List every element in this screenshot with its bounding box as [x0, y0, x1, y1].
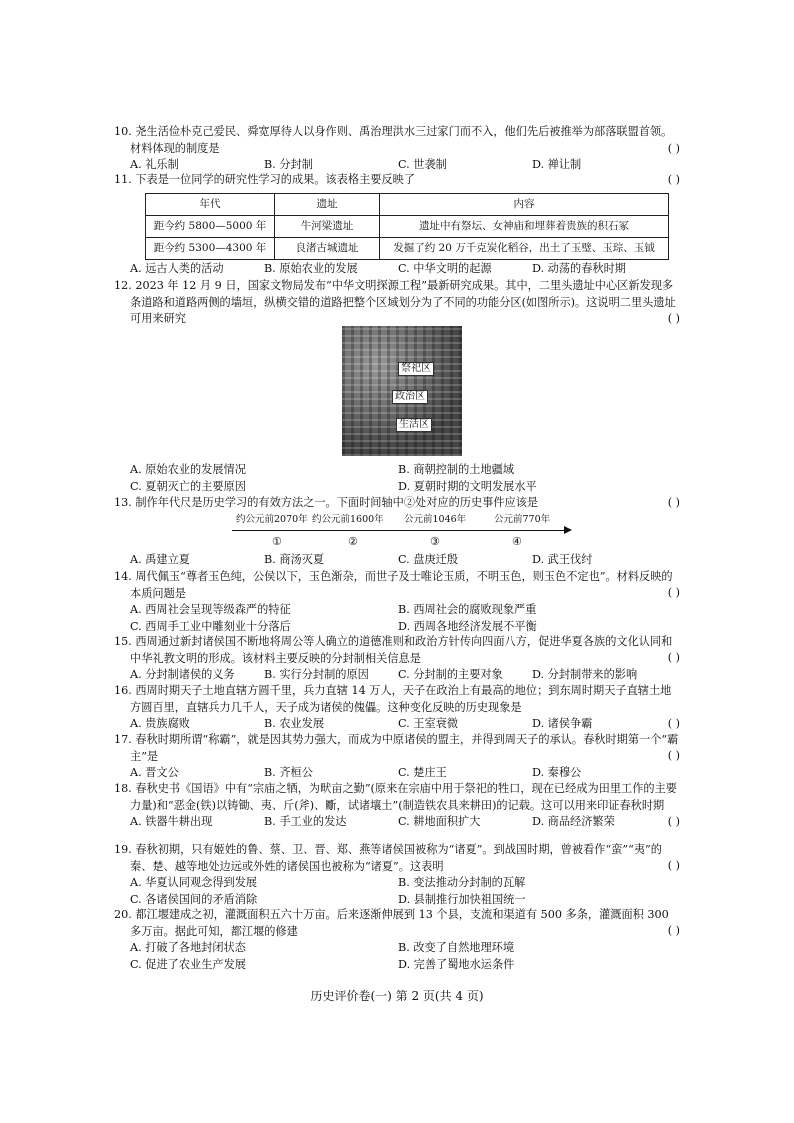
- question-12: [114, 278, 680, 328]
- options: [114, 875, 680, 908]
- timeline-date: 公元前770年: [494, 514, 551, 525]
- option-b: B. 原始农业的发展: [264, 262, 358, 275]
- timeline-date: 约公元前2070年: [236, 514, 308, 525]
- answer-paren: ( ): [667, 749, 680, 762]
- option-a: A. 铁器牛耕出现: [130, 815, 213, 828]
- options: [114, 667, 680, 684]
- question-10: [114, 124, 680, 174]
- answer-paren: ( ): [667, 142, 680, 155]
- question-16: [114, 683, 680, 733]
- timeline-axis: [232, 530, 566, 531]
- question-stem: 16. 西周时期天子土地直辖方圆千里，兵力直辖 14 万人，天子在政治上有最高的地位；到东周时期天子直辖土地方圆百里，直辖兵力几千人，天子成为诸侯的傀儡。这种变化反映的历史现象是: [114, 684, 672, 714]
- options: [114, 940, 680, 973]
- answer-paren: ( ): [667, 651, 680, 664]
- option-c: C. 中华文明的起源: [398, 262, 492, 275]
- option-d: D. 完善了蜀地水运条件: [398, 957, 515, 971]
- answer-paren: ( ): [667, 586, 680, 599]
- answer-paren: ( ): [667, 815, 680, 828]
- table-cell: 良渚古城遗址: [275, 238, 380, 260]
- option-a: A. 禹建立夏: [130, 553, 190, 566]
- question-11: [114, 172, 680, 189]
- question-stem: 12. 2023 年 12 月 9 日，国家文物局发布“中华文明探源工程”最新研究成果。其中，二里头遗址中心区新发现多条道路和道路两侧的墙垣，纵横交错的道路把整个区域划分为了不同的功能分区(如图所示)。这说明二里头遗址可用来研究: [114, 279, 676, 325]
- option-d: D. 夏朝时期的文明发展水平: [398, 479, 537, 493]
- question-stem: 11. 下表是一位同学的研究性学习的成果。该表格主要反映了: [114, 173, 416, 186]
- answer-paren: ( ): [667, 924, 680, 937]
- timeline-mark: ④: [512, 535, 523, 548]
- question-20: [114, 907, 680, 973]
- option-d: D. 武王伐纣: [532, 553, 593, 566]
- question-stem: 18. 春秋史书《国语》中有“宗庙之牺，为畎亩之勤”(原来在宗庙中用于祭祀的牲口，现在已经成为田里工作的主要力量)和“恶金(铁)以铸锄、夷、斤(斧)、斸，试诸壤土”(制造铁农具来耕田)的记载。这可以用来印证春秋时期: [114, 782, 677, 812]
- option-a: A. 分封制诸侯的义务: [130, 668, 235, 681]
- table-row: [146, 216, 669, 238]
- option-c: C. 西周手工业中雕刻业十分落后: [130, 619, 291, 633]
- table-cell: 遗址中有祭坛、女神庙和埋葬着贵族的积石冢: [380, 216, 669, 238]
- option-a: A. 晋文公: [130, 766, 179, 779]
- option-b: B. 齐桓公: [264, 766, 313, 779]
- option-a: A. 远古人类的活动: [130, 262, 224, 275]
- question-11-options: [114, 261, 680, 278]
- option-d: D. 西周各地经济发展不平衡: [398, 619, 537, 633]
- erlitou-site-photo: [342, 326, 462, 456]
- option-a: A. 打破了各地封闭状态: [130, 941, 246, 954]
- timeline-mark: ③: [430, 535, 441, 548]
- question-stem: 10. 尧生活俭朴克己爱民、舜宽厚待人以身作则、禹治理洪水三过家门而不入，他们先后被推举为部落联盟首领。材料体现的制度是: [114, 125, 673, 155]
- question-stem: 13. 制作年代尺是历史学习的有效方法之一。下面时间轴中②处对应的历史事件应该是: [114, 496, 539, 509]
- option-b: B. 商朝控制的土地疆域: [398, 463, 515, 476]
- option-c: C. 夏朝灭亡的主要原因: [130, 479, 246, 493]
- options: [114, 765, 680, 782]
- answer-paren: ( ): [667, 496, 680, 509]
- options: [114, 814, 680, 831]
- option-c: C. 各诸侯国间的矛盾消除: [130, 892, 258, 906]
- question-13-options: [114, 552, 680, 569]
- timeline-mark: ①: [272, 535, 283, 548]
- option-d: D. 商品经济繁荣: [532, 815, 615, 828]
- option-c: C. 世袭制: [398, 158, 447, 171]
- question-17: [114, 732, 680, 782]
- question-18: [114, 781, 680, 831]
- answer-paren: ( ): [667, 173, 680, 186]
- research-table: [145, 193, 669, 260]
- timeline-date: 约公元前1600年: [312, 514, 384, 525]
- question-19: [114, 842, 680, 908]
- option-d: D. 诸侯争霸: [532, 717, 593, 730]
- option-b: B. 改变了自然地理环境: [398, 941, 515, 954]
- question-14: [114, 569, 680, 635]
- map-label: 政治区: [392, 390, 428, 404]
- timeline-date: 公元前1046年: [404, 514, 467, 525]
- answer-paren: ( ): [667, 312, 680, 325]
- question-stem: 19. 春秋初期，只有姬姓的鲁、蔡、卫、晋、郑、燕等诸侯国被称为“诸夏”。到战国时期，曾被看作“蛮”“夷”的秦、楚、越等地处边远或外姓的诸侯国也被称为“诸夏”。这表明: [114, 843, 662, 873]
- option-c: C. 王室衰微: [398, 717, 459, 730]
- map-label: 祭祀区: [398, 362, 434, 376]
- table-cell: 距今约 5800—5000 年: [146, 216, 275, 238]
- question-stem: 15. 西周通过新封诸侯国不断地将周公等人确立的道德准则和政治方针传向四面八方，促进华夏各族的文化认同和中华礼教文明的形成。该材料主要反映的分封制相关信息是: [114, 635, 673, 665]
- table-cell: 距今约 5300—4300 年: [146, 238, 275, 260]
- timeline: [232, 512, 572, 552]
- option-d: D. 动荡的春秋时期: [532, 262, 626, 275]
- option-c: C. 楚庄王: [398, 766, 447, 779]
- option-b: B. 分封制: [264, 158, 313, 171]
- option-d: D. 县制推行加快祖国统一: [398, 892, 526, 906]
- option-b: B. 农业发展: [264, 717, 325, 730]
- option-a: A. 礼乐制: [130, 158, 179, 171]
- table-cell: 牛河梁遗址: [275, 216, 380, 238]
- options: [114, 716, 680, 733]
- table-header: 遗址: [275, 194, 380, 216]
- option-b: B. 实行分封制的原因: [264, 668, 369, 681]
- option-c: C. 分封制的主要对象: [398, 668, 503, 681]
- options: [114, 602, 680, 635]
- option-d: D. 分封制带来的影响: [532, 668, 638, 681]
- option-c: C. 盘庚迁殷: [398, 553, 459, 566]
- table-header: 内容: [380, 194, 669, 216]
- option-b: B. 西周社会的腐败现象严重: [398, 603, 537, 616]
- question-13: [114, 495, 680, 512]
- option-a: A. 贵族腐败: [130, 717, 190, 730]
- option-a: A. 原始农业的发展情况: [130, 463, 246, 476]
- question-stem: 20. 都江堰建成之初，灌溉面积五六十万亩。后来逐渐伸展到 13 个县，支流和渠道有 500 多条，灌溉面积 300 多万亩。据此可知，都江堰的修建: [114, 908, 669, 938]
- timeline-mark: ②: [348, 535, 359, 548]
- question-stem: 17. 春秋时期所谓“称霸”，就是因其势力强大，而成为中原诸侯的盟主，并得到周天子的承认。春秋时期第一个“霸主”是: [114, 733, 679, 763]
- table-header: 年代: [146, 194, 275, 216]
- option-c: C. 促进了农业生产发展: [130, 957, 246, 971]
- question-15: [114, 634, 680, 684]
- map-label: 生活区: [396, 418, 432, 432]
- option-d: D. 秦穆公: [532, 766, 582, 779]
- option-b: B. 变法推动分封制的瓦解: [398, 876, 526, 889]
- option-a: A. 西周社会呈现等级森严的特征: [130, 603, 291, 616]
- option-b: B. 手工业的发达: [264, 815, 347, 828]
- question-12-options: [114, 462, 680, 495]
- question-stem: 14. 周代佩玉“尊者玉色纯，公侯以下，玉色渐杂，而世子及士唯论玉质，不明玉色，则玉色不定也”。材料反映的本质问题是: [114, 570, 673, 600]
- page-footer: 历史评价卷(一) 第 2 页(共 4 页): [310, 989, 484, 1003]
- table-cell: 发掘了约 20 万千克炭化稻谷，出土了玉璧、玉琮、玉钺: [380, 238, 669, 260]
- arrow-icon: [564, 526, 572, 534]
- option-b: B. 商汤灭夏: [264, 553, 325, 566]
- option-d: D. 禅让制: [532, 158, 582, 171]
- option-c: C. 耕地面积扩大: [398, 815, 481, 828]
- option-a: A. 华夏认同观念得到发展: [130, 876, 258, 889]
- table-row: [146, 238, 669, 260]
- answer-paren: ( ): [667, 717, 680, 730]
- answer-paren: ( ): [667, 859, 680, 872]
